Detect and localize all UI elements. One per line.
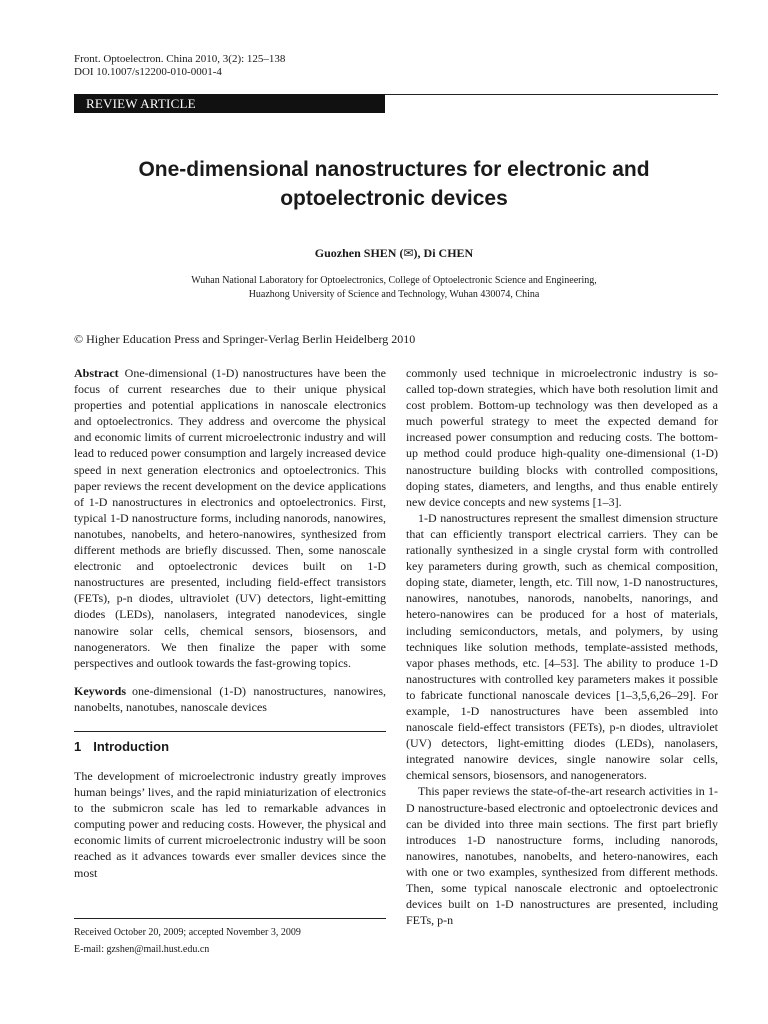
copyright-notice: © Higher Education Press and Springer-Verlag Berlin Heidelberg 2010 <box>74 332 416 346</box>
right-column <box>406 365 718 928</box>
author-line <box>74 246 714 261</box>
title-line-1: One-dimensional nanostructures for electronic and <box>138 158 650 181</box>
author-first: Guozhen SHEN ( <box>314 246 404 260</box>
title-line-2: optoelectronic devices <box>280 187 508 210</box>
envelope-icon: ✉ <box>403 246 414 260</box>
keywords-text: one-dimensional (1-D) nanostructures, nanowires, nanobelts, nanotubes, nanoscale devices <box>74 683 386 714</box>
abstract <box>74 365 386 671</box>
article-title <box>74 155 714 213</box>
footnote <box>74 918 386 958</box>
section-title: Introduction <box>93 738 170 754</box>
body-paragraph-3: This paper reviews the state-of-the-art research activities in 1-D nanostructure-based electronic and optoelectronic devices and can be divided into three main sections. The first part briefly introduces 1-D nanostructure forms, including nanorods, nanowires, nanotubes, nanobelts, and hetero-nanowires, each with one or two examples, synthesized from different methods. Then, some typical nanoscale electronic and optoelectronic devices built on 1-D nanostructures are presented, including FETs, p-n <box>406 784 718 928</box>
doi: DOI 10.1007/s12200-010-0001-4 <box>74 66 222 78</box>
left-column <box>74 365 386 881</box>
affiliation-line-1: Wuhan National Laboratory for Optoelectronics, College of Optoelectronic Science and Engineering, <box>191 275 597 286</box>
header-rule <box>385 94 718 95</box>
section-number: 1 <box>74 738 82 754</box>
article-type-banner: REVIEW ARTICLE <box>74 94 385 113</box>
keywords-label: Keywords <box>74 683 126 698</box>
body-paragraph-1: commonly used technique in microelectronic industry is so-called top-down strategies, which have both resolution limit and cost problem. Bottom-up technology was then developed as a much powerful strategy to meet the expected demand for increased power consumption and reducing costs. The bottom-up method could produce high-quality one-dimensional (1-D) nanostructure building blocks with controlled compositions, doping states, diameters, and lengths, and thus enable entirely new device concepts and new systems [1–3]. <box>406 366 718 509</box>
abstract-text: One-dimensional (1-D) nanostructures have been the focus of current researches due to their unique physical properties and potential applications in nanoscale electronics and optoelectronics. They address and overcome the physical and economic limits of current microelectronic industry and will lead to reduced power consumption and largely increased device speed in next generation electronics and optoelectronics. This paper reviews the recent development on the device applications of 1-D nanostructures in electronics and optoelectronics. First, typical 1-D nanostructure forms, including nanorods, nanowires, nanotubes, nanobelts, and hetero-nanowires, synthesized from different methods are briefly discussed. Then, some nanoscale electronic and optoelectronic devices built on 1-D nanostructures are presented, including field-effect transistors (FETs), p-n diodes, ultraviolet (UV) detectors, light-emitting diodes (LEDs), nanolasers, integrated nanodevices, single nanowire solar cells, chemical sensors, biosensors, and nanogenerators. We then finalize the paper with some perspectives and outlook towards the fast-growing topics. <box>74 366 386 670</box>
affiliation <box>74 274 714 302</box>
received-dates: Received October 20, 2009; accepted November 3, 2009 <box>74 927 301 938</box>
intro-paragraph-1: The development of microelectronic industry greatly improves human beings’ lives, and the rapid miniaturization of electronics to the submicron scale has led to remarkable advances in computing power and reducing costs. However, the physical and economic limits of current microelectronic industry will be soon reached as it advances towards ever smaller devices since the most <box>74 768 386 880</box>
journal-info <box>74 53 285 79</box>
author-email: E-mail: gzshen@mail.hust.edu.cn <box>74 944 210 955</box>
abstract-label: Abstract <box>74 366 119 380</box>
keywords <box>74 683 386 715</box>
body-paragraph-2: 1-D nanostructures represent the smallest dimension structure that can efficiently transport electrical carriers. They can be rationally synthesized in a single crystal form with controlled key parameters during growth, such as chemical composition, doping state, diameter, length, etc. Till now, 1-D nanostructures, nanowires, nanotubes, nanorods, nanobelts, nanorings, and hetero-nanowires can be produced for a host of materials, including semiconductors, metals, and polymers, by using techniques like solution methods, template-assisted methods, vapor phases methods, etc. [4–53]. The ability to produce 1-D nanostructures with controlled key parameters makes it possible to fabricate functional nanoscale devices [1–3,5,6,26–29]. For example, 1-D nanostructures have been assembled into nanoscale field-effect transistors (FETs), p-n diodes, ultraviolet (UV) detectors, light-emitting diodes (LEDs), nanolasers, integrated nanowire devices, single nanowire solar cells, chemical sensors, biosensors, and nanogenerators. <box>406 510 718 783</box>
author-rest: ), Di CHEN <box>413 246 474 260</box>
section-heading-introduction <box>74 731 386 756</box>
journal-citation: Front. Optoelectron. China 2010, 3(2): 125–138 <box>74 53 286 65</box>
affiliation-line-2: Huazhong University of Science and Technology, Wuhan 430074, China <box>248 289 540 300</box>
